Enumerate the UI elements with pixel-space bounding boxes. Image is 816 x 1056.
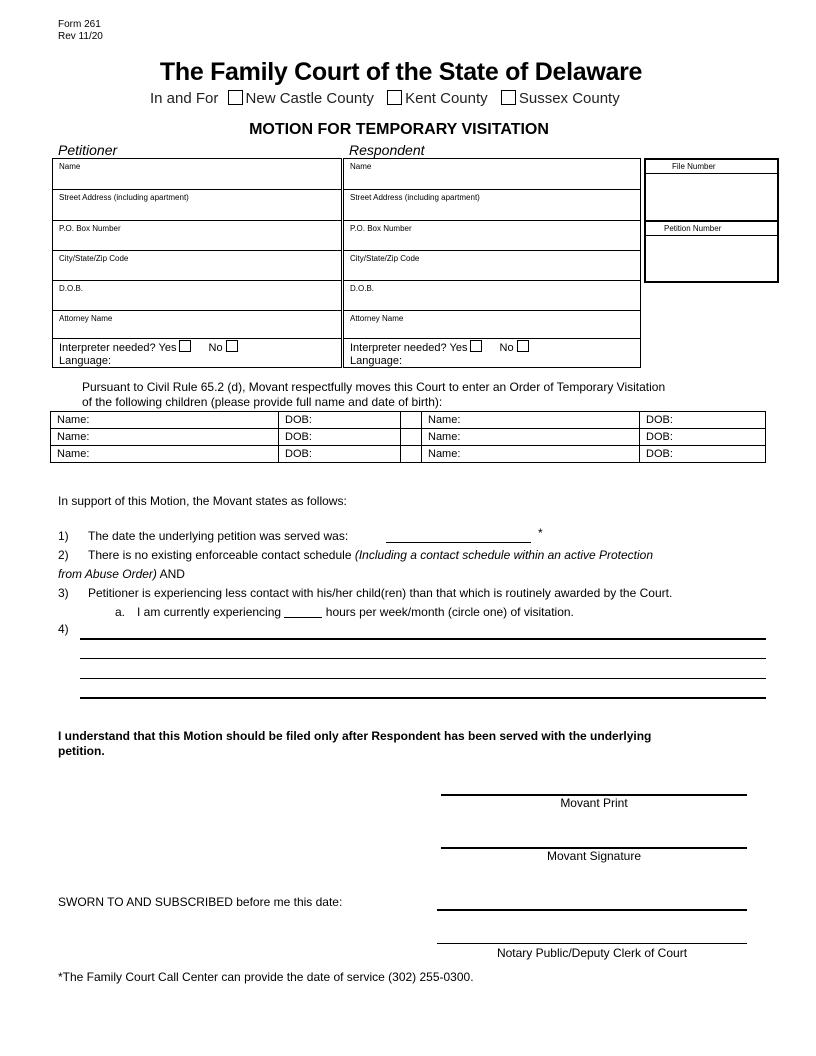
form-number: Form 261 xyxy=(58,19,101,30)
item-3-text: Petitioner is experiencing less contact with his/her child(ren) than that which is routinely awarded by the Court. xyxy=(88,586,673,600)
item-4-line[interactable] xyxy=(80,658,766,659)
child-dob-cell[interactable]: DOB: xyxy=(279,412,401,429)
spacer-cell xyxy=(401,412,422,429)
table-row xyxy=(51,429,766,446)
petitioner-street-field[interactable]: Street Address (including apartment) xyxy=(53,190,341,221)
child-dob-cell[interactable]: DOB: xyxy=(640,429,766,446)
respondent-language-label: Language: xyxy=(350,355,402,367)
item-1-number: 1) xyxy=(58,529,69,543)
file-number-field[interactable] xyxy=(646,160,777,222)
item-2-number: 2) xyxy=(58,548,69,562)
item-4-line[interactable] xyxy=(80,678,766,679)
acknowledgement-line-2: petition. xyxy=(58,744,105,758)
child-dob-cell[interactable]: DOB: xyxy=(640,446,766,463)
item-3a-text: I am currently experiencing hours per week/month (circle one) of visitation. xyxy=(137,605,574,619)
in-and-for-label: In and For xyxy=(150,90,219,107)
petitioner-yes-label: Yes xyxy=(158,342,177,354)
file-number-label: File Number xyxy=(646,162,777,174)
document-title: MOTION FOR TEMPORARY VISITATION xyxy=(249,121,549,138)
table-row xyxy=(51,412,766,429)
respondent-attorney-field[interactable]: Attorney Name xyxy=(344,311,640,339)
respondent-dob-field[interactable]: D.O.B. xyxy=(344,281,640,311)
county-selector xyxy=(150,90,620,107)
petitioner-interpreter-row: Interpreter needed? Yes No Language: xyxy=(53,339,341,368)
new-castle-label: New Castle County xyxy=(245,90,374,107)
movant-print-label: Movant Print xyxy=(560,796,628,810)
respondent-name-field[interactable]: Name xyxy=(344,159,640,190)
item-1-text: The date the underlying petition was served was: xyxy=(88,529,349,543)
kent-checkbox[interactable] xyxy=(387,90,402,105)
respondent-street-field[interactable]: Street Address (including apartment) xyxy=(344,190,640,221)
sworn-date-line[interactable] xyxy=(437,909,747,911)
child-dob-cell[interactable]: DOB: xyxy=(279,429,401,446)
petitioner-dob-field[interactable]: D.O.B. xyxy=(53,281,341,311)
petitioner-interpreter-yes-checkbox[interactable] xyxy=(179,340,191,352)
respondent-block xyxy=(343,158,641,368)
item-4-number: 4) xyxy=(58,622,69,636)
petitioner-heading: Petitioner xyxy=(58,142,118,158)
item-2-text: There is no existing enforceable contact schedule (Including a contact schedule within an active Protection xyxy=(88,548,654,562)
children-table xyxy=(50,411,766,463)
respondent-interpreter-no-checkbox[interactable] xyxy=(517,340,529,352)
petition-number-field[interactable] xyxy=(646,222,777,283)
item-1-asterisk: * xyxy=(538,526,543,540)
footnote: *The Family Court Call Center can provide the date of service (302) 255-0300. xyxy=(58,970,474,984)
intro-line-2: of the following children (please provide full name and date of birth): xyxy=(82,395,443,409)
served-date-blank[interactable] xyxy=(386,542,531,543)
child-name-cell[interactable]: Name: xyxy=(51,412,279,429)
child-name-cell[interactable]: Name: xyxy=(422,412,640,429)
acknowledgement-line-1: I understand that this Motion should be filed only after Respondent has been served with the underlying xyxy=(58,729,652,743)
sussex-label: Sussex County xyxy=(518,90,620,107)
respondent-yes-label: Yes xyxy=(449,342,468,354)
child-name-cell[interactable]: Name: xyxy=(422,446,640,463)
hours-blank[interactable] xyxy=(284,617,322,618)
spacer-cell xyxy=(401,429,422,446)
movant-signature-label: Movant Signature xyxy=(546,849,642,863)
kent-label: Kent County xyxy=(405,90,488,107)
child-name-cell[interactable]: Name: xyxy=(422,429,640,446)
notary-line[interactable] xyxy=(437,943,747,944)
form-revision: Rev 11/20 xyxy=(58,31,103,42)
new-castle-checkbox[interactable] xyxy=(228,90,243,105)
child-dob-cell[interactable]: DOB: xyxy=(279,446,401,463)
court-title: The Family Court of the State of Delaware xyxy=(159,58,643,86)
item-2-continuation: from Abuse Order) AND xyxy=(58,567,185,581)
respondent-no-label: No xyxy=(499,342,514,354)
support-intro: In support of this Motion, the Movant states as follows: xyxy=(58,494,347,508)
item-3a-number: a. xyxy=(115,605,126,619)
respondent-interpreter-yes-checkbox[interactable] xyxy=(470,340,482,352)
petitioner-city-field[interactable]: City/State/Zip Code xyxy=(53,251,341,281)
child-name-cell[interactable]: Name: xyxy=(51,429,279,446)
item-3-number: 3) xyxy=(58,586,69,600)
table-row xyxy=(51,446,766,463)
petition-number-label: Petition Number xyxy=(646,224,777,236)
respondent-city-field[interactable]: City/State/Zip Code xyxy=(344,251,640,281)
child-dob-cell[interactable]: DOB: xyxy=(640,412,766,429)
item-4-line[interactable] xyxy=(80,638,766,640)
petitioner-attorney-field[interactable]: Attorney Name xyxy=(53,311,341,339)
petitioner-interpreter-no-checkbox[interactable] xyxy=(226,340,238,352)
respondent-pobox-field[interactable]: P.O. Box Number xyxy=(344,221,640,251)
petitioner-block xyxy=(52,158,342,368)
respondent-heading: Respondent xyxy=(349,142,425,158)
respondent-interpreter-row: Interpreter needed? Yes No Language: xyxy=(344,339,640,368)
child-name-cell[interactable]: Name: xyxy=(51,446,279,463)
case-number-box xyxy=(644,158,779,283)
sworn-text: SWORN TO AND SUBSCRIBED before me this date: xyxy=(58,895,343,909)
item-4-line[interactable] xyxy=(80,697,766,699)
spacer-cell xyxy=(401,446,422,463)
petitioner-pobox-field[interactable]: P.O. Box Number xyxy=(53,221,341,251)
petitioner-name-field[interactable]: Name xyxy=(53,159,341,190)
intro-line-1: Pursuant to Civil Rule 65.2 (d), Movant respectfully moves this Court to enter an Order of Temporary Visitation xyxy=(82,380,666,394)
sussex-checkbox[interactable] xyxy=(501,90,516,105)
petitioner-language-label: Language: xyxy=(59,355,111,367)
notary-label: Notary Public/Deputy Clerk of Court xyxy=(496,946,688,960)
petitioner-no-label: No xyxy=(208,342,223,354)
